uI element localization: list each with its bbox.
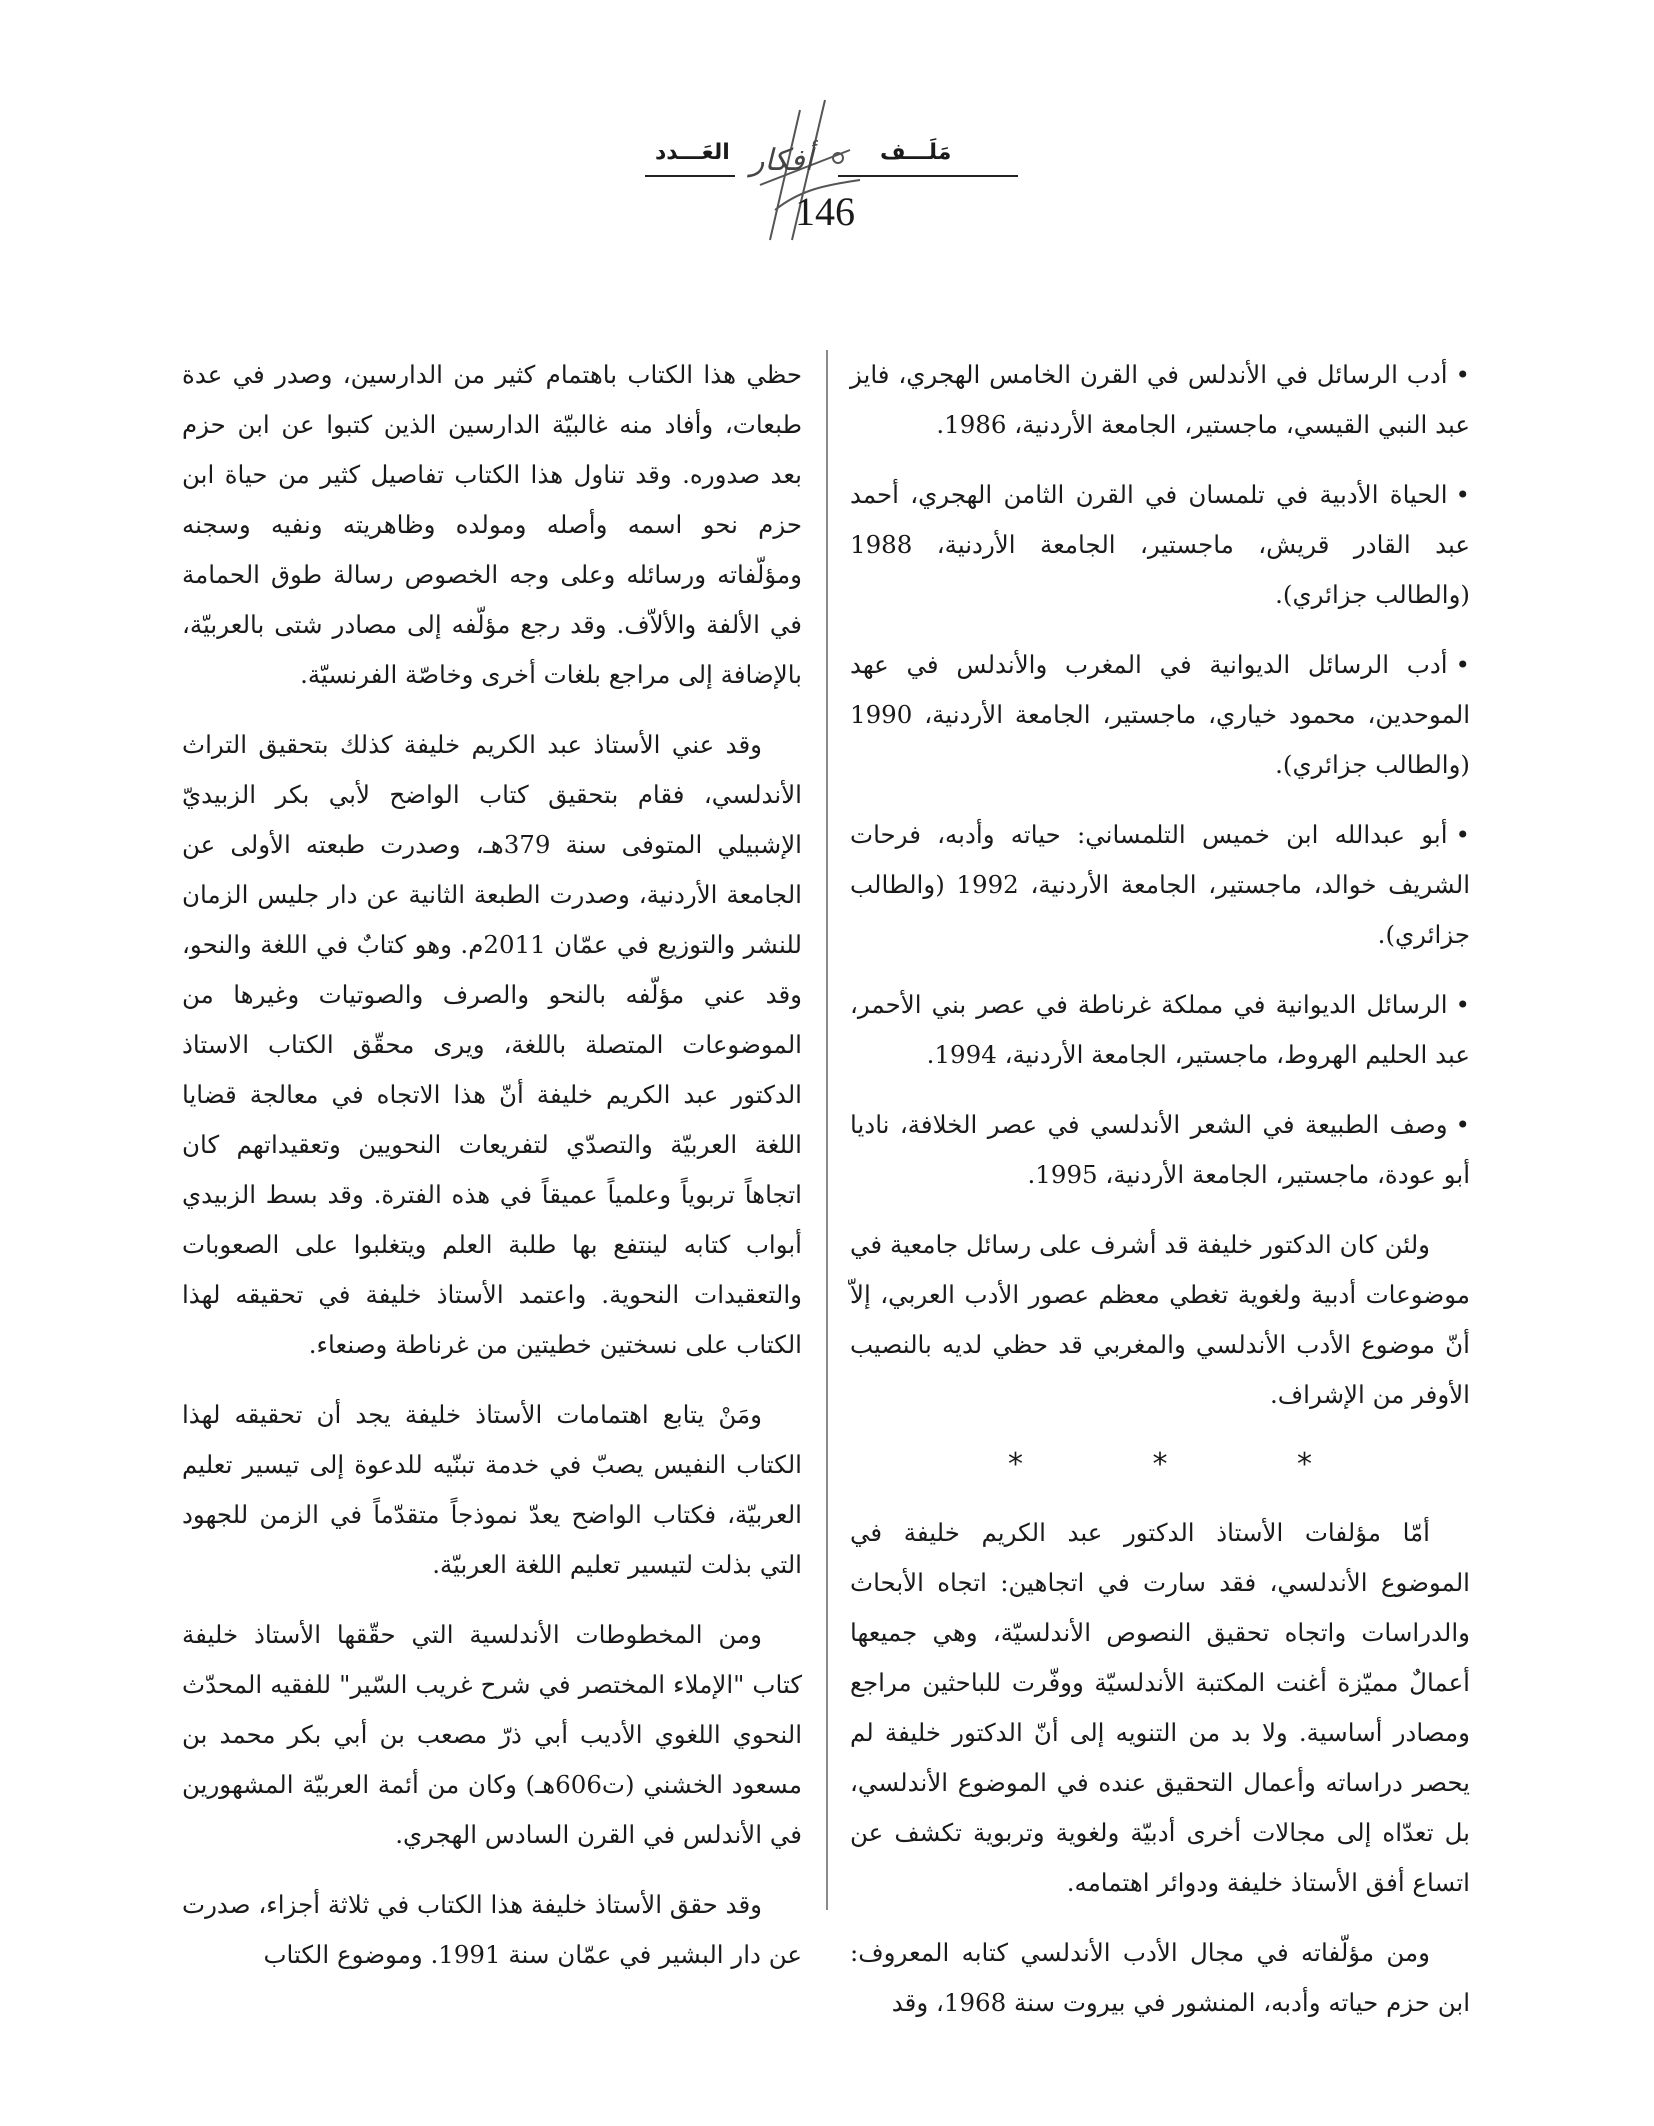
body-paragraph: ومَنْ يتابع اهتمامات الأستاذ خليفة يجد أن تحقيقه لهذا الكتاب النفيس يصبّ في خدمة تبنّيه للدعوة إلى تيسير تعليم العربيّة، فكتاب الواضح يعدّ نموذجاً متقدّماً في الزمن للجهود التي بذلت لتيسير تعليم اللغة العربيّة.: [182, 1400, 802, 1579]
thesis-item: [850, 470, 1470, 620]
thesis-item: [850, 980, 1470, 1080]
thesis-item: [850, 350, 1470, 450]
header-rule-left: [645, 175, 735, 177]
body-paragraph: ولئن كان الدكتور خليفة قد أشرف على رسائل جامعية في موضوعات أدبية ولغوية تغطي معظم عصور الأدب العربي، إلاّ أنّ موضوع الأدب الأندلسي والمغربي قد حظي لديه بالنصيب الأوفر من الإشراف.: [850, 1230, 1470, 1409]
bullet-icon: •: [1455, 480, 1470, 509]
thesis-text: وصف الطبيعة في الشعر الأندلسي في عصر الخلافة، ناديا أبو عودة، ماجستير، الجامعة الأردنية، 1995.: [850, 1110, 1470, 1189]
column-divider: [826, 350, 828, 1910]
body-paragraph: ومن المخطوطات الأندلسية التي حقّقها الأستاذ خليفة كتاب "الإملاء المختصر في شرح غريب السّير" للفقيه المحدّث النحوي اللغوي الأديب أبي ذرّ مصعب بن أبي بكر محمد بن مسعود الخشني (ت606هـ) وكان من أئمة العربيّة المشهورين في الأندلس في القرن السادس الهجري.: [182, 1620, 803, 1849]
thesis-text: الحياة الأدبية في تلمسان في القرن الثامن الهجري، أحمد عبد القادر قريش، ماجستير، الجامعة الأردنية، 1988 (والطالب جزائري).: [850, 480, 1470, 609]
page-number: 146: [795, 189, 855, 234]
section-label: مَلَـــف: [880, 140, 952, 165]
section-separator: * * *: [1007, 1447, 1373, 1482]
thesis-text: الرسائل الديوانية في مملكة غرناطة في عصر بني الأحمر، عبد الحليم الهروط، ماجستير، الجامعة الأردنية، 1994.: [850, 990, 1470, 1069]
bullet-icon: •: [1455, 650, 1470, 679]
body-paragraph: وقد عني الأستاذ عبد الكريم خليفة كذلك بتحقيق التراث الأندلسي، فقام بتحقيق كتاب الواضح لأبي بكر الزبيديّ الإشبيلي المتوفى سنة 379هـ، وصدرت طبعته الأولى عن الجامعة الأردنية، وصدرت الطبعة الثانية عن دار جليس الزمان للنشر والتوزيع في عمّان 2011م. وهو كتابٌ في اللغة والنحو، وقد عني مؤلّفه بالنحو والصرف والصوتيات وغيرها من الموضوعات المتصلة باللغة، ويرى محقّق الكتاب الاستاذ الدكتور عبد الكريم خليفة أنّ هذا الاتجاه في معالجة قضايا اللغة العربيّة والتصدّي لتفريعات النحويين وتعقيداتهم كان اتجاهاً تربوياً وعلمياً عميقاً في هذه الفترة. وقد بسط الزبيدي أبواب كتابه لينتفع بها طلبة العلم ويتغلبوا على الصعوبات والتعقيدات النحوية. واعتمد الأستاذ خليفة في تحقيقه لهذا الكتاب على نسختين خطيتين من غرناطة وصنعاء.: [182, 730, 802, 1359]
body-paragraph: حظي هذا الكتاب باهتمام كثير من الدارسين، وصدر في عدة طبعات، وأفاد منه غالبيّة الدارسين الذين كتبوا عن ابن حزم بعد صدوره. وقد تناول هذا الكتاب تفاصيل كثير من حياة ابن حزم نحو اسمه وأصله ومولده وظاهريته ونفيه وسجنه ومؤلّفاته ورسائله وعلى وجه الخصوص رسالة طوق الحمامة في الألفة والألاّف. وقد رجع مؤلّفه إلى مصادر شتى بالعربيّة، بالإضافة إلى مراجع بلغات أخرى وخاصّة الفرنسيّة.: [182, 360, 802, 689]
bullet-icon: •: [1455, 820, 1470, 849]
issue-label: العَـــدد: [655, 140, 730, 165]
body-paragraph: أمّا مؤلفات الأستاذ الدكتور عبد الكريم خليفة في الموضوع الأندلسي، فقد سارت في اتجاهين: اتجاه الأبحاث والدراسات واتجاه تحقيق النصوص الأندلسيّة، وهي جميعها أعمالٌ مميّزة أغنت المكتبة الأندلسيّة ووفّرت للباحثين مراجع ومصادر أساسية. ولا بد من التنويه إلى أنّ الدكتور خليفة لم يحصر دراساته وأعمال التحقيق عنده في الموضوع الأندلسي، بل تعدّاه إلى مجالات أخرى أدبيّة ولغوية وتربوية تكشف عن اتساع أفق الأستاذ خليفة ودوائر اهتمامه.: [850, 1518, 1470, 1897]
thesis-item: [850, 810, 1470, 960]
thesis-text: أدب الرسائل في الأندلس في القرن الخامس الهجري، فايز عبد النبي القيسي، ماجستير، الجامعة الأردنية، 1986.: [850, 360, 1470, 439]
body-paragraph: وقد حقق الأستاذ خليفة هذا الكتاب في ثلاثة أجزاء، صدرت عن دار البشير في عمّان سنة 1991. وموضوع الكتاب: [182, 1890, 802, 1969]
left-column: [182, 350, 802, 2000]
thesis-text: أدب الرسائل الديوانية في المغرب والأندلس في عهد الموحدين، محمود خياري، ماجستير، الجامعة الأردنية، 1990 (والطالب جزائري).: [850, 650, 1470, 779]
body-paragraph: ومن مؤلّفاته في مجال الأدب الأندلسي كتابه المعروف: ابن حزم حياته وأدبه، المنشور في بيروت سنة 1968، وقد: [850, 1938, 1470, 2017]
bullet-icon: •: [1455, 360, 1470, 389]
page-header: [0, 0, 1654, 240]
thesis-item: [850, 640, 1470, 790]
thesis-item: [850, 1100, 1470, 1200]
right-column: [850, 350, 1470, 2048]
bullet-icon: •: [1455, 1110, 1470, 1139]
bullet-icon: •: [1455, 990, 1470, 1019]
logo-text: أفكار: [750, 143, 813, 178]
thesis-text: أبو عبدالله ابن خميس التلمساني: حياته وأدبه، فرحات الشريف خوالد، ماجستير، الجامعة الأردنية، 1992 (والطالب جزائري).: [850, 820, 1470, 949]
